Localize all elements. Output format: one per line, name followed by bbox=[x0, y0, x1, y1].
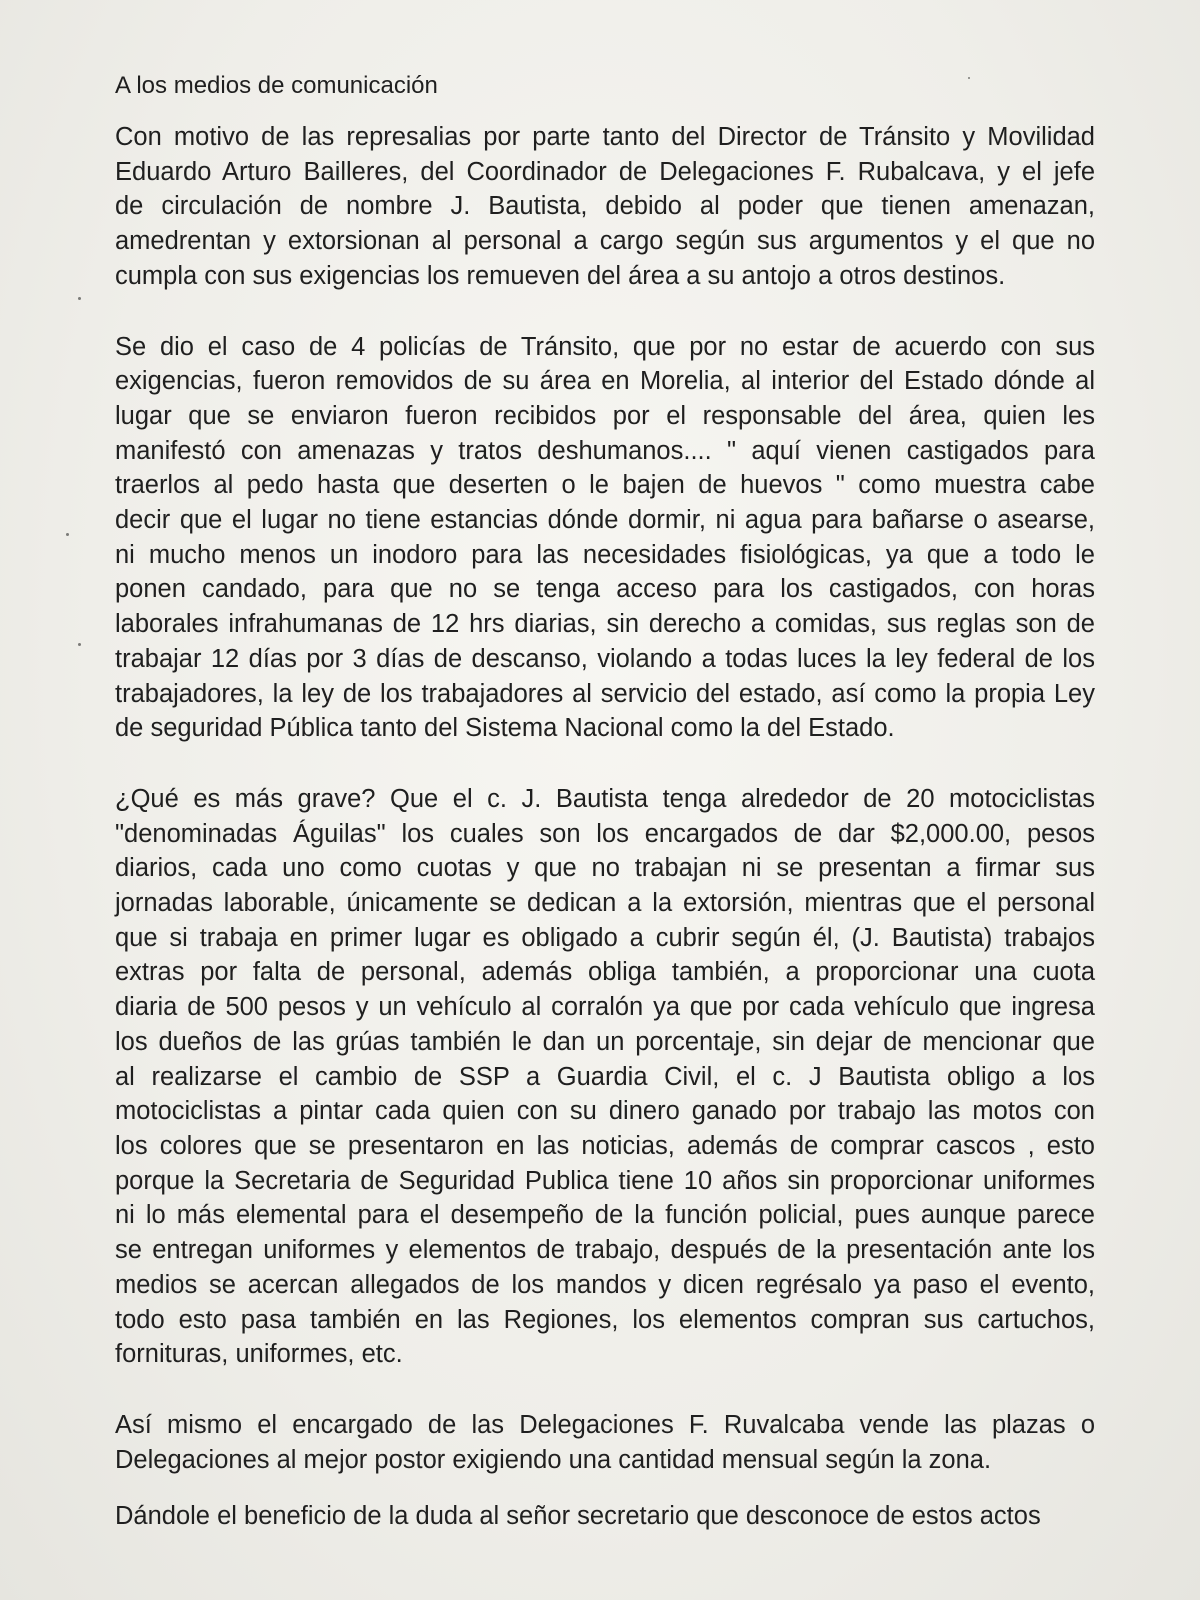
paragraph-line: "denominadas Águilas" los cuales son los encargados de dar $2,000.00, pesos bbox=[115, 819, 1095, 848]
paragraph-line: Eduardo Arturo Bailleres, del Coordinador de Delegaciones F. Rubalcava, y el jefe bbox=[115, 157, 1095, 186]
paragraph-line: extras por falta de personal, además obliga también, a proporcionar una cuota bbox=[115, 958, 1095, 987]
paragraph-line: trabajadores, la ley de los trabajadores al servicio del estado, así como la propia Ley bbox=[115, 679, 1095, 708]
paragraph-line: los dueños de las grúas también le dan un porcentaje, sin dejar de mencionar que bbox=[115, 1027, 1095, 1056]
paragraph-line: Se dio el caso de 4 policías de Tránsito, que por no estar de acuerdo con sus bbox=[115, 332, 1095, 361]
paragraph-line: Dándole el beneficio de la duda al señor secretario que desconoce de estos actos bbox=[115, 1502, 1041, 1531]
letter-body bbox=[115, 70, 1095, 1570]
paragraph-line: porque la Secretaria de Seguridad Publica tiene 10 años sin proporcionar uniformes bbox=[115, 1166, 1095, 1195]
paragraph-line: al realizarse el cambio de SSP a Guardia Civil, el c. J Bautista obligo a los bbox=[115, 1062, 1095, 1091]
paper-speck bbox=[78, 297, 81, 300]
paragraph-line: Con motivo de las represalias por parte tanto del Director de Tránsito y Movilidad bbox=[115, 123, 1095, 151]
paragraph-line: medios se acercan allegados de los mandos y dicen regrésalo ya paso el evento, bbox=[115, 1270, 1095, 1299]
paragraph-line: los colores que se presentaron en las noticias, además de comprar cascos , esto bbox=[115, 1131, 1095, 1160]
paragraph-line: todo esto pasa también en las Regiones, los elementos compran sus cartuchos, bbox=[115, 1305, 1095, 1334]
letter-greeting: A los medios de comunicación bbox=[115, 72, 438, 99]
paragraph-line: ni lo más elemental para el desempeño de la función policial, pues aunque parece bbox=[115, 1201, 1095, 1230]
letter-paragraph bbox=[115, 1499, 1095, 1534]
paragraph-line: ni mucho menos un inodoro para las necesidades fisiológicas, ya que a todo le bbox=[115, 540, 1095, 569]
letter-paragraph bbox=[115, 1408, 1095, 1477]
paragraph-line: decir que el lugar no tiene estancias dónde dormir, ni agua para bañarse o asearse, bbox=[115, 506, 1095, 535]
paragraph-line: exigencias, fueron removidos de su área en Morelia, al interior del Estado dónde al bbox=[115, 367, 1095, 396]
paragraph-line: manifestó con amenazas y tratos deshumanos.... " aquí vienen castigados para bbox=[115, 436, 1095, 465]
paragraph-line: de seguridad Pública tanto del Sistema Nacional como la del Estado. bbox=[115, 714, 895, 743]
letter-paragraph bbox=[115, 330, 1095, 746]
paragraph-line: amedrentan y extorsionan al personal a cargo según sus argumentos y el que no bbox=[115, 227, 1095, 256]
paragraph-line: ponen candado, para que no se tenga acceso para los castigados, con horas bbox=[115, 575, 1095, 604]
paragraph-line: Así mismo el encargado de las Delegaciones F. Ruvalcaba vende las plazas o bbox=[115, 1410, 1095, 1439]
paragraph-line: de circulación de nombre J. Bautista, debido al poder que tienen amenazan, bbox=[115, 192, 1095, 221]
paragraph-line: trabajar 12 días por 3 días de descanso, violando a todas luces la ley federal de los bbox=[115, 644, 1095, 673]
paragraph-line: jornadas laborable, únicamente se dedican a la extorsión, mientras que el personal bbox=[115, 889, 1095, 918]
paragraph-line: ¿Qué es más grave? Que el c. J. Bautista tenga alrededor de 20 motociclistas bbox=[115, 784, 1095, 813]
paragraph-line: motociclistas a pintar cada quien con su dinero ganado por trabajo las motos con bbox=[115, 1097, 1095, 1126]
letter-paragraph bbox=[115, 782, 1095, 1372]
paragraph-line: diaria de 500 pesos y un vehículo al corralón ya que por cada vehículo que ingresa bbox=[115, 993, 1095, 1022]
letter-paragraph bbox=[115, 120, 1095, 294]
paper-speck bbox=[78, 643, 81, 646]
paper-speck bbox=[66, 533, 69, 536]
paragraph-line: diarios, cada uno como cuotas y que no trabajan ni se presentan a firmar sus bbox=[115, 854, 1095, 883]
paragraph-line: se entregan uniformes y elementos de trabajo, después de la presentación ante los bbox=[115, 1236, 1095, 1265]
paragraph-line: traerlos al pedo hasta que deserten o le bajen de huevos " como muestra cabe bbox=[115, 471, 1095, 500]
paragraph-line: lugar que se enviaron fueron recibidos por el responsable del área, quien les bbox=[115, 401, 1095, 430]
paragraph-line: Delegaciones al mejor postor exigiendo una cantidad mensual según la zona. bbox=[115, 1445, 992, 1474]
paragraph-line: que si trabaja en primer lugar es obligado a cubrir según él, (J. Bautista) trabajos bbox=[115, 923, 1095, 952]
paragraph-line: cumpla con sus exigencias los remueven del área a su antojo a otros destinos. bbox=[115, 261, 1006, 290]
paragraph-line: laborales infrahumanas de 12 hrs diarias, sin derecho a comidas, sus reglas son de bbox=[115, 610, 1095, 639]
paragraph-line: fornituras, uniformes, etc. bbox=[115, 1340, 403, 1369]
